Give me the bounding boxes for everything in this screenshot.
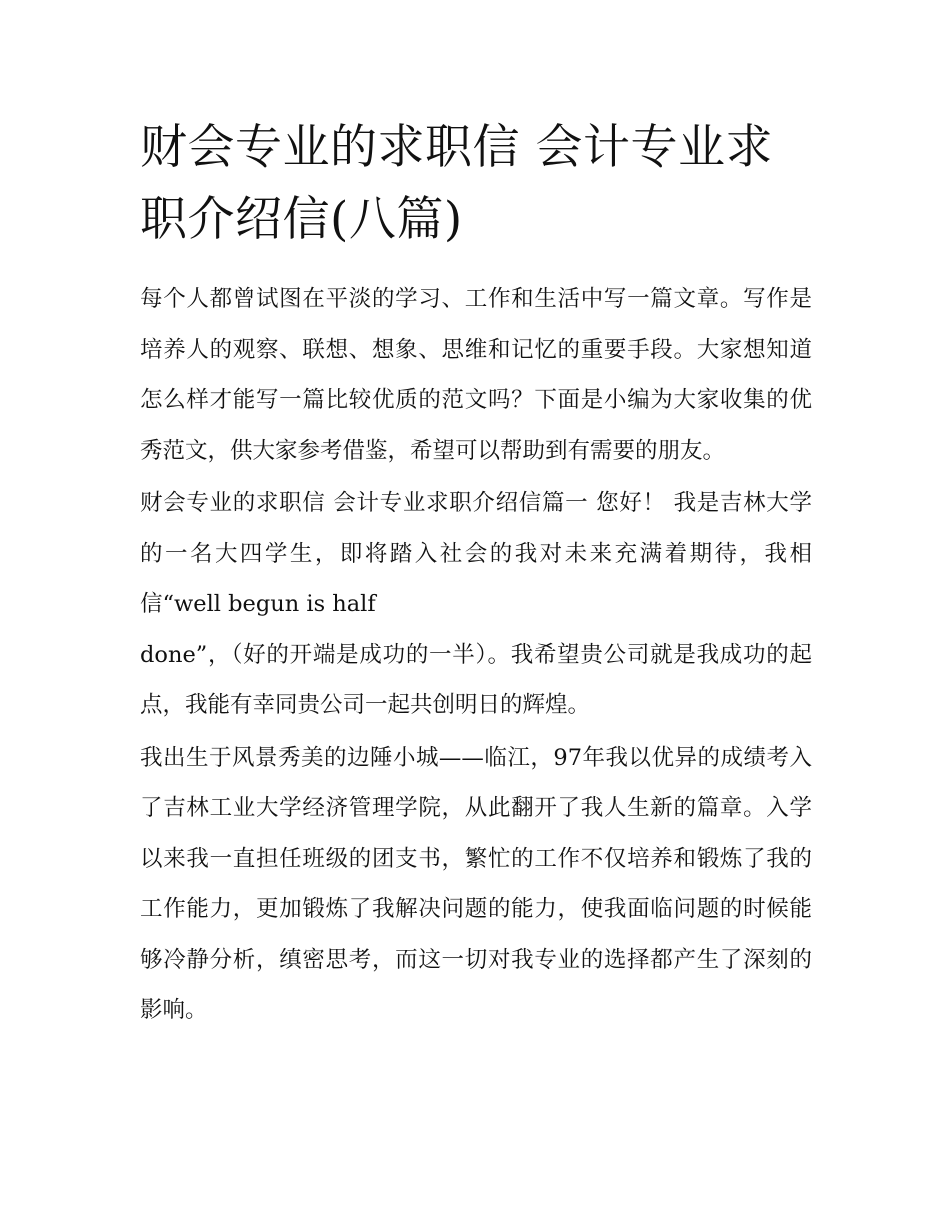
background-paragraph: 我出生于风景秀美的边陲小城——临江，97年我以优异的成绩考入了吉林工业大学经济管理学院，从此翻开了我人生新的篇章。入学以来我一直担任班级的团支书，繁忙的工作不仅培养和锻炼了我的工作能力，更加锻炼了我解决问题的能力，使我面临问题的时候能够冷静分析，缜密思考，而这一切对我专业的选择都产生了深刻的影响。 (140, 744, 812, 1023)
document-title: 财会专业的求职信 会计专业求职介绍信(八篇) (140, 120, 773, 247)
intro-paragraph: 每个人都曾试图在平淡的学习、工作和生活中写一篇文章。写作是培养人的观察、联想、想象、思维和记忆的重要手段。大家想知道怎么样才能写一篇比较优质的范文吗？下面是小编为大家收集的优秀范文，供大家参考借鉴，希望可以帮助到有需要的朋友。 (140, 286, 812, 464)
document-page (140, 112, 812, 1038)
letter-continuation-paragraph: done”，（好的开端是成功的一半）。我希望贵公司就是我成功的起点，我能有幸同贵公司一起共创明日的辉煌。 (140, 641, 812, 718)
letter-opening-paragraph: 财会专业的求职信 会计专业求职介绍信篇一 您好！ 我是吉林大学的一名大四学生，即将踏入社会的我对未来充满着期待，我相信“well begun is half (140, 490, 812, 617)
